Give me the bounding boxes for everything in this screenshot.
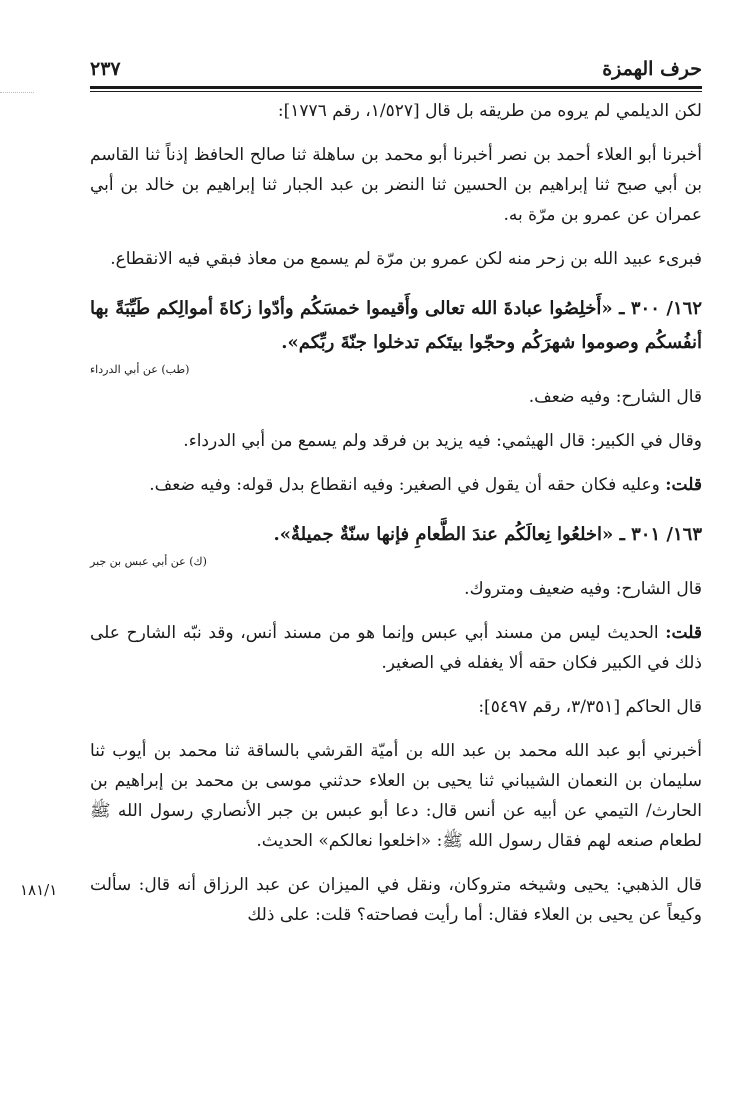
qult-text: وعليه فكان حقه أن يقول في الصغير: وفيه انقطاع بدل قوله: وفيه ضعف. bbox=[149, 475, 666, 495]
page-number: ٢٣٧ bbox=[90, 58, 121, 80]
header-rule-thin bbox=[90, 91, 702, 92]
scan-artifact bbox=[0, 92, 34, 97]
hadith-163-source: (ك) عن أبي عبس بن جبر bbox=[90, 555, 207, 568]
header-rule-thick bbox=[90, 86, 702, 89]
margin-reference: ١٨١/١ bbox=[20, 881, 58, 899]
hadith-162: ١٦٢/ ٣٠٠ ـ «أَخلِصُوا عبادةَ الله تعالى وأَقيموا خمسَكُم وأدّوا زكاةَ أموالِكم طَيِّبَةً بها أنفُسكُم وصوموا شهرَكُم وحجّوا بيتَكم تدخلوا جنّةَ ربِّكم». bbox=[90, 298, 702, 353]
qult-label: قلت: bbox=[665, 475, 702, 495]
paragraph-qult-2 bbox=[90, 618, 702, 678]
page-header bbox=[90, 56, 702, 90]
paragraph-kabir: وقال في الكبير: قال الهيثمي: فيه يزيد بن فرقد ولم يسمع من أبي الدرداء. bbox=[183, 431, 702, 451]
paragraph-hakim: قال الحاكم [٣/٣٥١، رقم ٥٤٩٧]: bbox=[478, 697, 702, 717]
paragraph-dailami: لكن الديلمي لم يروه من طريقه بل قال [١/٥٢٧، رقم ١٧٧٦]: bbox=[277, 101, 702, 121]
paragraph-qult-1 bbox=[90, 470, 702, 500]
page-body bbox=[90, 96, 702, 930]
chapter-title: حرف الهمزة bbox=[602, 58, 702, 80]
hadith-162-source: (طب) عن أبي الدرداء bbox=[90, 363, 190, 376]
paragraph-sharih-1: قال الشارح: وفيه ضعف. bbox=[528, 387, 702, 407]
hadith-163: ١٦٣/ ٣٠١ ـ «اخلعُوا نِعالَكُم عندَ الطَّعامِ فإنها سنّةٌ جميلةٌ». bbox=[273, 524, 702, 545]
paragraph-dhahabi: قال الذهبي: يحيى وشيخه متروكان، ونقل في الميزان عن عبد الرزاق أنه قال: سألت وكيعاً عن يحيى بن العلاء فقال: أما رأيت فصاحته؟ قلت: على ذلك bbox=[90, 875, 702, 925]
qult-label: قلت: bbox=[665, 623, 702, 643]
paragraph-sharih-2: قال الشارح: وفيه ضعيف ومتروك. bbox=[464, 579, 702, 599]
paragraph-isnad-2: أخبرني أبو عبد الله محمد بن عبد الله بن أميّة القرشي بالساقة ثنا محمد بن أيوب ثنا سليمان بن النعمان الشيباني ثنا يحيى بن العلاء حدثني موسى بن محمد بن إبراهيم بن الحارث/ التيمي عن أبيه عن أنس قال: دعا أبو عبس بن جبر الأنصاري رسول الله ﷺ لطعام صنعه لهم فقال رسول الله ﷺ: «اخلعوا نعالكم» الحديث. bbox=[90, 741, 702, 851]
qult-text: الحديث ليس من مسند أبي عبس وإنما هو من مسند أنس، وقد نبّه الشارح على ذلك في الكبير فكان حقه ألا يغفله في الصغير. bbox=[90, 623, 702, 673]
paragraph-isnad-1: أخبرنا أبو العلاء أحمد بن نصر أخبرنا أبو محمد بن ساهلة ثنا صالح الحافظ إذناً ثنا القاسم بن أبي صبح ثنا إبراهيم بن الحسين ثنا النضر بن عبد الجبار ثنا إبراهيم بن خالد بن أبي عمران عن عمرو بن مرّة به. bbox=[90, 145, 702, 225]
paragraph-inqita: فبرىء عبيد الله بن زحر منه لكن عمرو بن مرّة لم يسمع من معاذ فبقي فيه الانقطاع. bbox=[110, 249, 702, 269]
